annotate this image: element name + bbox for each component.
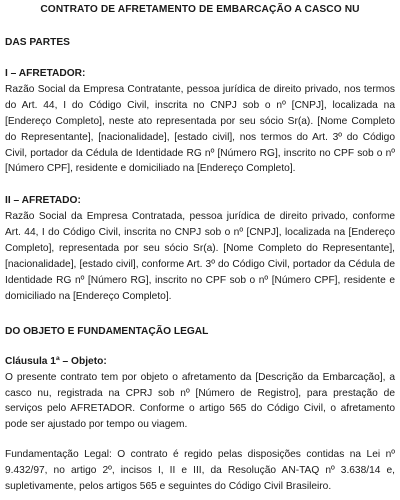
section-heading-partes: DAS PARTES [5, 37, 70, 48]
afetador-heading: I – AFRETADOR: [5, 68, 86, 79]
afetado-heading: II – AFRETADO: [5, 195, 81, 207]
clause-1-paragraph: O presente contrato tem por objeto o afretamento da [Descrição da Embarcação], a casco nu, registrada na CPRJ sob nº [Número de Registro], para prestação de serviços pelo AFRETADOR. Conforme o artigo 565 do Código Civil, o afretamento pode ser ajustado por tempo ou viagem. [5, 371, 395, 431]
afetador-paragraph: Razão Social da Empresa Contratante, pessoa jurídica de direito privado, nos termos do Art. 44, I do Código Civil, inscrita no CNPJ sob o nº [CNPJ], localizada na [Endereço Completo], neste ato representada por seu sócio Sr(a). [Nome Completo do Representante], [nacionalidade], [estado civil], nos termos do Art. 3º do Código Civil, portador da Cédula de Identidade RG nº [Número RG], inscrito no CPF sob o nº [Número CPF], residente e domiciliado na [Endereço Completo]. [5, 83, 395, 175]
party-afetado [5, 193, 395, 304]
clause-1-heading: Cláusula 1ª – Objeto: [5, 355, 107, 367]
legal-basis-paragraph: Fundamentação Legal: O contrato é regido pelas disposições contidas na Lei nº 9.432/97, no artigo 2º, incisos I, II e III, da Resolução AN-TAQ nº 3.638/14 e, supletivamente, pelos artigos 565 e seguintes do Código Civil Brasileiro. [5, 449, 395, 493]
section-heading-objeto: DO OBJETO E FUNDAMENTAÇÃO LEGAL [5, 325, 209, 337]
clause-1 [5, 354, 395, 434]
afetado-paragraph: Razão Social da Empresa Contratada, pessoa jurídica de direito privado, conforme Art. 44, I do Código Civil, inscrita no CNPJ sob o nº [CNPJ], localizada na [Endereço Completo], representada por seu sócio Sr(a). [Nome Completo do Representante], [nacionalidade], [estado civil], conforme Art. 3º do Código Civil, portador da Cédula de Identidade RG nº [Número RG], inscrito no CPF sob o nº [Número CPF], residente e domiciliado na [Endereço Completo]. [5, 211, 395, 302]
document-title: CONTRATO DE AFRETAMENTO DE EMBARCAÇÃO A CASCO NU [40, 4, 360, 15]
party-afetador [5, 66, 395, 177]
